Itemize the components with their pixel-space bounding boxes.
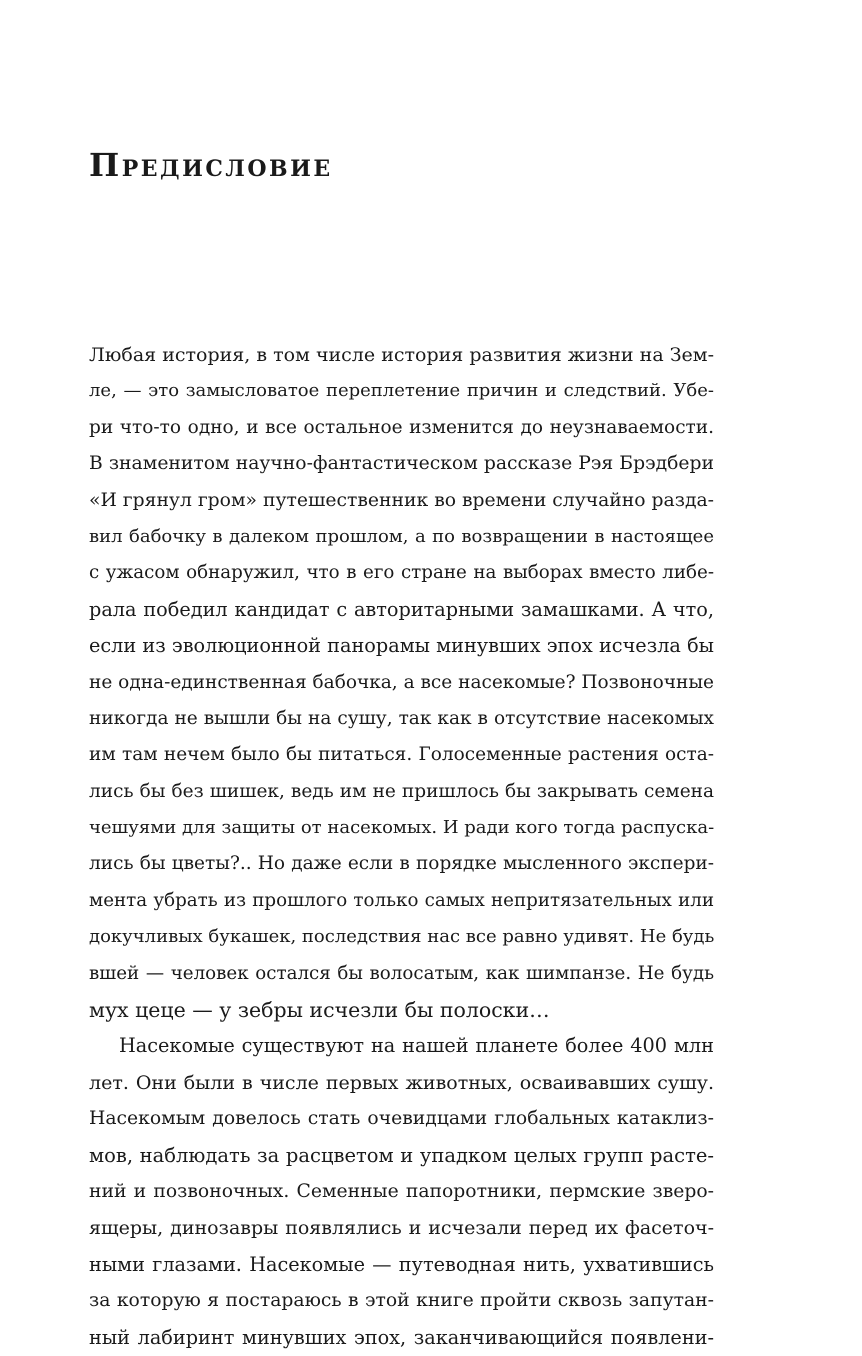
text-line: чешуями для защиты от насекомых. И ради кого тогда распуска-	[89, 817, 715, 839]
text-line: мов, наблюдать за расцветом и упадком целых групп расте-	[89, 1143, 714, 1167]
text-line: ний и позвоночных. Семенные папоротники, пермские зверо-	[89, 1180, 714, 1202]
text-line: Любая история, в том числе история развития жизни на Зем-	[89, 344, 714, 366]
text-line: ными глазами. Насекомые — путеводная нить, ухватившись	[89, 1252, 714, 1276]
text-line: вил бабочку в далеком прошлом, а по возвращении в настоящее	[89, 525, 714, 547]
text-line: если из эволюционной панорамы минувших эпох исчезла бы	[89, 634, 714, 658]
text-line: никогда не вышли бы на сушу, так как в отсутствие насекомых	[89, 707, 714, 729]
text-line: им там нечем было бы питаться. Голосеменные растения оста-	[89, 744, 714, 766]
chapter-title: Предисловие	[89, 146, 333, 184]
text-line: мента убрать из прошлого только самых непритязательных или	[89, 889, 714, 911]
text-line: докучливых букашек, последствия нас все равно удивят. Не будь	[89, 926, 715, 948]
body-text	[89, 337, 714, 1356]
text-line: за которую я постараюсь в этой книге пройти сквозь запутан-	[89, 1290, 714, 1312]
text-line: лет. Они были в числе первых животных, осваивавших сушу.	[89, 1071, 714, 1094]
text-line: В знаменитом научно-фантастическом рассказе Рэя Брэдбери	[89, 453, 714, 475]
text-line: ле, — это замысловатое переплетение причин и следствий. Убе-	[89, 380, 714, 402]
text-line: «И грянул гром» путешественник во времени случайно разда-	[89, 489, 715, 511]
text-line: ри что-то одно, и все остальное изменится до неузнаваемости.	[89, 416, 714, 438]
text-line: ный лабиринт минувших эпох, заканчивающийся появлени-	[89, 1325, 714, 1349]
text-line: вшей — человек остался бы волосатым, как шимпанзе. Не будь	[89, 962, 714, 984]
text-line: лись бы без шишек, ведь им не пришлось бы закрывать семена	[89, 780, 714, 802]
paragraph-end-line: мух цеце — у зебры исчезли бы полоски…	[89, 998, 550, 1023]
text-line: рала победил кандидат с авторитарными замашками. А что,	[89, 597, 714, 621]
text-line: не одна-единственная бабочка, а все насекомые? Позвоночные	[89, 671, 714, 693]
text-line: с ужасом обнаружил, что в его стране на выборах вместо либе-	[89, 562, 714, 584]
text-line: ящеры, динозавры появлялись и исчезали перед их фасеточ-	[89, 1217, 714, 1240]
paragraph-first-line: Насекомые существуют на нашей планете более 400 млн	[119, 1034, 714, 1058]
text-line: лись бы цветы?.. Но даже если в порядке мысленного экспери-	[89, 853, 714, 875]
text-line: Насекомым довелось стать очевидцами глобальных катаклиз-	[89, 1108, 714, 1130]
